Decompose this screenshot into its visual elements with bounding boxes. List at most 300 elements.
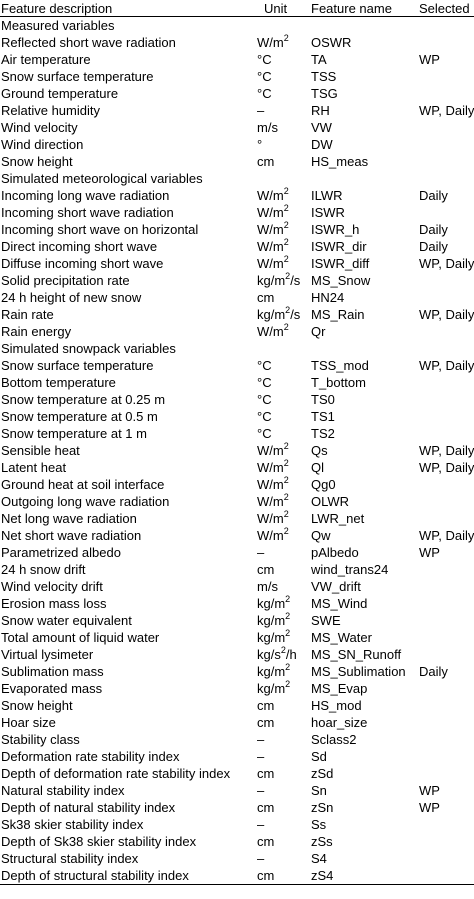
unit-base: W/m xyxy=(257,205,284,220)
selected-cell xyxy=(418,204,474,221)
selected-cell xyxy=(418,85,474,102)
feature-name-cell: Sd xyxy=(311,749,327,764)
feature-name-cell: zSs xyxy=(311,834,333,849)
unit-cell xyxy=(256,85,310,102)
unit-cell xyxy=(256,187,310,204)
table-row xyxy=(0,136,474,153)
table-row xyxy=(0,221,474,238)
unit-exponent: 2 xyxy=(283,185,289,196)
table-row xyxy=(0,544,474,561)
feature-description-cell: Air temperature xyxy=(1,52,91,67)
selected-cell xyxy=(418,850,474,867)
table-row xyxy=(0,765,474,782)
selected-cell xyxy=(418,714,474,731)
unit-base: cm xyxy=(257,800,275,815)
unit-base: cm xyxy=(257,715,275,730)
selected-cell: Daily xyxy=(419,188,448,203)
unit-exponent: 2 xyxy=(283,508,289,519)
feature-name-cell: MS_Wind xyxy=(311,596,368,611)
feature-name-cell: MS_Sublimation xyxy=(311,664,406,679)
selected-cell xyxy=(418,646,474,663)
feature-description-cell: Wind velocity xyxy=(1,120,78,135)
feature-description-cell: Diffuse incoming short wave xyxy=(1,256,164,271)
table-row xyxy=(0,731,474,748)
feature-description-cell: Sublimation mass xyxy=(1,664,104,679)
feature-description-cell: Incoming short wave on horizontal xyxy=(1,222,199,237)
feature-description-cell: Snow surface temperature xyxy=(1,358,154,373)
selected-cell xyxy=(418,425,474,442)
table-row xyxy=(0,612,474,629)
table-row xyxy=(0,850,474,867)
unit-base: cm xyxy=(257,698,275,713)
unit-base: kg/m xyxy=(257,307,286,322)
unit-base: kg/s xyxy=(257,647,281,662)
feature-name-cell: TSS xyxy=(311,69,337,84)
section-title: Simulated meteorological variables xyxy=(1,171,203,186)
feature-name-cell: MS_Rain xyxy=(311,307,365,322)
unit-base: – xyxy=(257,749,265,764)
feature-name-cell: pAlbedo xyxy=(311,545,359,560)
feature-description-cell: Snow height xyxy=(1,154,73,169)
unit-cell xyxy=(256,459,310,476)
selected-cell: Daily xyxy=(419,222,448,237)
selected-cell: WP, Daily xyxy=(419,256,474,271)
selected-cell xyxy=(418,272,474,289)
table-row xyxy=(0,34,474,51)
selected-cell xyxy=(418,578,474,595)
unit-cell xyxy=(256,544,310,561)
feature-description-cell: Incoming short wave radiation xyxy=(1,205,174,220)
feature-name-cell: zSd xyxy=(311,766,334,781)
unit-base: cm xyxy=(257,766,275,781)
unit-exponent: 2 xyxy=(285,593,291,604)
unit-base: cm xyxy=(257,562,275,577)
header-feature-description: Feature description xyxy=(0,0,256,17)
table-row xyxy=(0,578,474,595)
feature-description-cell: Sensible heat xyxy=(1,443,80,458)
unit-cell xyxy=(256,476,310,493)
selected-cell xyxy=(418,136,474,153)
selected-cell: WP, Daily xyxy=(419,103,474,118)
unit-cell xyxy=(256,238,310,255)
table-row xyxy=(0,119,474,136)
unit-base: W/m xyxy=(257,222,284,237)
feature-name-cell: HS_mod xyxy=(311,698,362,713)
table-row xyxy=(0,816,474,833)
feature-name-cell: TSG xyxy=(311,86,338,101)
selected-cell xyxy=(418,68,474,85)
feature-description-cell: Wind direction xyxy=(1,137,84,152)
feature-description-cell: 24 h snow drift xyxy=(1,562,86,577)
feature-name-cell: TSS_mod xyxy=(311,358,369,373)
unit-base: W/m xyxy=(257,256,284,271)
unit-cell xyxy=(256,221,310,238)
header-feature-name: Feature name xyxy=(310,0,418,17)
unit-base: m/s xyxy=(257,579,278,594)
unit-cell xyxy=(256,799,310,816)
table-row xyxy=(0,867,474,885)
feature-description-cell: Snow temperature at 1 m xyxy=(1,426,147,441)
unit-suffix: /h xyxy=(285,647,297,662)
selected-cell xyxy=(418,612,474,629)
unit-cell xyxy=(256,527,310,544)
table-row xyxy=(0,68,474,85)
table-row xyxy=(0,714,474,731)
feature-description-cell: Rain rate xyxy=(1,307,54,322)
unit-exponent: 2 xyxy=(283,525,289,536)
feature-description-cell: Solid precipitation rate xyxy=(1,273,130,288)
table-row xyxy=(0,833,474,850)
unit-suffix: /s xyxy=(290,307,301,322)
selected-cell: Daily xyxy=(419,664,448,679)
feature-description-cell: Deformation rate stability index xyxy=(1,749,180,764)
unit-exponent: 2 xyxy=(285,661,291,672)
feature-name-cell: MS_Water xyxy=(311,630,372,645)
unit-cell xyxy=(256,442,310,459)
table-row xyxy=(0,391,474,408)
selected-cell xyxy=(418,34,474,51)
selected-cell: WP, Daily xyxy=(419,443,474,458)
feature-description-cell: Net short wave radiation xyxy=(1,528,142,543)
selected-cell xyxy=(418,153,474,170)
unit-base: – xyxy=(257,851,265,866)
feature-name-cell: TS1 xyxy=(311,409,335,424)
feature-description-cell: Ground heat at soil interface xyxy=(1,477,165,492)
selected-cell xyxy=(418,289,474,306)
feature-name-cell: OLWR xyxy=(311,494,350,509)
selected-cell xyxy=(418,493,474,510)
unit-base: W/m xyxy=(257,460,284,475)
feature-description-cell: Hoar size xyxy=(1,715,56,730)
feature-name-cell: SWE xyxy=(311,613,341,628)
section-title: Simulated snowpack variables xyxy=(1,341,176,356)
unit-cell xyxy=(256,34,310,51)
feature-description-cell: Rain energy xyxy=(1,324,72,339)
feature-name-cell: Qs xyxy=(311,443,328,458)
selected-cell xyxy=(418,765,474,782)
unit-cell xyxy=(256,374,310,391)
unit-base: kg/m xyxy=(257,613,286,628)
selected-cell: WP xyxy=(419,800,440,815)
unit-exponent: 2 xyxy=(283,32,289,43)
feature-description-cell: Stability class xyxy=(1,732,80,747)
feature-name-cell: VW_drift xyxy=(311,579,361,594)
unit-base: W/m xyxy=(257,324,284,339)
table-row xyxy=(0,510,474,527)
unit-exponent: 2 xyxy=(283,321,289,332)
feature-name-cell: VW xyxy=(311,120,332,135)
unit-cell xyxy=(256,425,310,442)
selected-cell xyxy=(418,119,474,136)
unit-base: – xyxy=(257,545,265,560)
unit-base: kg/m xyxy=(257,596,286,611)
unit-base: °C xyxy=(257,375,272,390)
unit-exponent: 2 xyxy=(285,270,291,281)
feature-description-cell: Direct incoming short wave xyxy=(1,239,158,254)
selected-cell xyxy=(418,510,474,527)
selected-cell: WP, Daily xyxy=(419,307,474,322)
section-title: Measured variables xyxy=(1,18,115,33)
unit-base: W/m xyxy=(257,511,284,526)
unit-base: W/m xyxy=(257,477,284,492)
feature-name-cell: TS0 xyxy=(311,392,335,407)
unit-base: W/m xyxy=(257,443,284,458)
unit-base: °C xyxy=(257,392,272,407)
unit-cell xyxy=(256,595,310,612)
feature-description-cell: Outgoing long wave radiation xyxy=(1,494,170,509)
table-row xyxy=(0,697,474,714)
table-row xyxy=(0,85,474,102)
unit-cell xyxy=(256,833,310,850)
selected-cell xyxy=(418,476,474,493)
feature-name-cell: Sclass2 xyxy=(311,732,357,747)
unit-base: kg/m xyxy=(257,273,286,288)
selected-cell xyxy=(418,374,474,391)
table-row xyxy=(0,408,474,425)
table-header xyxy=(0,0,474,17)
feature-description-cell: Structural stability index xyxy=(1,851,139,866)
unit-exponent: 2 xyxy=(285,678,291,689)
selected-cell: WP, Daily xyxy=(419,528,474,543)
feature-description-cell: 24 h height of new snow xyxy=(1,290,142,305)
unit-cell xyxy=(256,493,310,510)
feature-name-cell: Qr xyxy=(311,324,326,339)
unit-exponent: 2 xyxy=(283,440,289,451)
unit-base: cm xyxy=(257,868,275,883)
unit-exponent: 2 xyxy=(283,474,289,485)
table-row xyxy=(0,646,474,663)
feature-description-cell: Snow surface temperature xyxy=(1,69,154,84)
feature-description-cell: Parametrized albedo xyxy=(1,545,121,560)
selected-cell xyxy=(418,731,474,748)
table-row xyxy=(0,272,474,289)
unit-exponent: 2 xyxy=(283,491,289,502)
selected-cell xyxy=(418,697,474,714)
selected-cell xyxy=(418,561,474,578)
selected-cell: WP xyxy=(419,545,440,560)
table-row xyxy=(0,527,474,544)
unit-cell xyxy=(256,153,310,170)
unit-cell xyxy=(256,782,310,799)
feature-name-cell: ISWR xyxy=(311,205,345,220)
feature-name-cell: MS_Evap xyxy=(311,681,368,696)
feature-name-cell: HS_meas xyxy=(311,154,369,169)
section-row xyxy=(0,170,474,187)
table-row xyxy=(0,323,474,340)
feature-name-cell: S4 xyxy=(311,851,327,866)
feature-description-cell: Sk38 skier stability index xyxy=(1,817,144,832)
unit-base: – xyxy=(257,732,265,747)
feature-description-cell: Latent heat xyxy=(1,460,67,475)
feature-name-cell: RH xyxy=(311,103,330,118)
unit-cell xyxy=(256,136,310,153)
selected-cell: WP, Daily xyxy=(419,460,474,475)
unit-cell xyxy=(256,255,310,272)
feature-name-cell: LWR_net xyxy=(311,511,365,526)
unit-base: °C xyxy=(257,52,272,67)
feature-name-cell: hoar_size xyxy=(311,715,368,730)
feature-description-cell: Virtual lysimeter xyxy=(1,647,94,662)
unit-cell xyxy=(256,867,310,885)
table-row xyxy=(0,799,474,816)
selected-cell xyxy=(418,629,474,646)
selected-cell: Daily xyxy=(419,239,448,254)
feature-name-cell: ISWR_h xyxy=(311,222,360,237)
feature-name-cell: DW xyxy=(311,137,333,152)
feature-name-cell: MS_Snow xyxy=(311,273,371,288)
unit-base: kg/m xyxy=(257,664,286,679)
feature-description-cell: Relative humidity xyxy=(1,103,100,118)
selected-cell xyxy=(418,408,474,425)
selected-cell xyxy=(418,680,474,697)
feature-name-cell: ISWR_dir xyxy=(311,239,367,254)
feature-name-cell: TS2 xyxy=(311,426,335,441)
unit-cell xyxy=(256,510,310,527)
feature-description-cell: Total amount of liquid water xyxy=(1,630,160,645)
table-row xyxy=(0,357,474,374)
table-row xyxy=(0,459,474,476)
unit-cell xyxy=(256,646,310,663)
unit-cell xyxy=(256,765,310,782)
table-row xyxy=(0,51,474,68)
feature-description-cell: Net long wave radiation xyxy=(1,511,137,526)
unit-cell xyxy=(256,561,310,578)
unit-exponent: 2 xyxy=(285,610,291,621)
feature-description-cell: Snow height xyxy=(1,698,73,713)
table-body xyxy=(0,17,474,885)
feature-name-cell: ISWR_diff xyxy=(311,256,370,271)
feature-description-cell: Depth of deformation rate stability index xyxy=(1,766,231,781)
feature-description-cell: Depth of Sk38 skier stability index xyxy=(1,834,197,849)
table-row xyxy=(0,238,474,255)
unit-base: kg/m xyxy=(257,681,286,696)
feature-name-cell: OSWR xyxy=(311,35,352,50)
selected-cell: WP, Daily xyxy=(419,358,474,373)
unit-cell xyxy=(256,357,310,374)
table-row xyxy=(0,153,474,170)
header-selected: Selected xyxy=(418,0,474,17)
selected-cell xyxy=(418,595,474,612)
unit-cell xyxy=(256,714,310,731)
header-row xyxy=(0,0,474,17)
unit-base: W/m xyxy=(257,494,284,509)
table-row xyxy=(0,680,474,697)
unit-cell xyxy=(256,306,310,323)
unit-base: m/s xyxy=(257,120,278,135)
header-unit: Unit xyxy=(256,0,310,17)
feature-name-cell: Ss xyxy=(311,817,327,832)
table-row xyxy=(0,442,474,459)
table-row xyxy=(0,561,474,578)
unit-exponent: 2 xyxy=(283,457,289,468)
unit-cell xyxy=(256,612,310,629)
unit-cell xyxy=(256,680,310,697)
unit-cell xyxy=(256,629,310,646)
unit-cell xyxy=(256,51,310,68)
unit-base: ° xyxy=(257,137,263,152)
unit-exponent: 2 xyxy=(285,304,291,315)
feature-name-cell: T_bottom xyxy=(311,375,366,390)
feature-name-cell: Sn xyxy=(311,783,327,798)
feature-description-cell: Ground temperature xyxy=(1,86,119,101)
unit-base: W/m xyxy=(257,35,284,50)
unit-cell xyxy=(256,578,310,595)
unit-base: W/m xyxy=(257,528,284,543)
unit-cell xyxy=(256,697,310,714)
feature-name-cell: zSn xyxy=(311,800,334,815)
feature-name-cell: TA xyxy=(311,52,327,67)
unit-base: °C xyxy=(257,426,272,441)
unit-cell xyxy=(256,731,310,748)
unit-exponent: 2 xyxy=(285,627,291,638)
selected-cell xyxy=(418,748,474,765)
unit-base: cm xyxy=(257,834,275,849)
unit-base: °C xyxy=(257,86,272,101)
unit-cell xyxy=(256,748,310,765)
table-row xyxy=(0,629,474,646)
unit-exponent: 2 xyxy=(283,219,289,230)
feature-name-cell: zS4 xyxy=(310,867,418,885)
unit-suffix: /s xyxy=(290,273,301,288)
feature-description-cell: Depth of natural stability index xyxy=(1,800,176,815)
feature-name-cell: ILWR xyxy=(311,188,343,203)
feature-description-cell: Snow water equivalent xyxy=(1,613,132,628)
feature-name-cell: wind_trans24 xyxy=(311,562,389,577)
table-row xyxy=(0,493,474,510)
table-row xyxy=(0,255,474,272)
unit-base: W/m xyxy=(257,188,284,203)
feature-description-cell: Wind velocity drift xyxy=(1,579,103,594)
feature-description-cell: Depth of structural stability index xyxy=(0,867,256,885)
feature-name-cell: Qw xyxy=(311,528,331,543)
table-row xyxy=(0,374,474,391)
selected-cell xyxy=(418,833,474,850)
unit-cell xyxy=(256,119,310,136)
feature-description-cell: Snow temperature at 0.5 m xyxy=(1,409,158,424)
unit-cell xyxy=(256,289,310,306)
unit-base: kg/m xyxy=(257,630,286,645)
feature-description-cell: Natural stability index xyxy=(1,783,125,798)
unit-base: cm xyxy=(257,154,275,169)
selected-cell: WP xyxy=(419,52,440,67)
unit-cell xyxy=(256,102,310,119)
unit-base: °C xyxy=(257,358,272,373)
feature-description-cell: Reflected short wave radiation xyxy=(1,35,176,50)
unit-cell xyxy=(256,272,310,289)
feature-description-cell: Incoming long wave radiation xyxy=(1,188,170,203)
unit-exponent: 2 xyxy=(283,236,289,247)
unit-cell xyxy=(256,663,310,680)
table-row xyxy=(0,595,474,612)
unit-exponent: 2 xyxy=(283,202,289,213)
feature-description-cell: Evaporated mass xyxy=(1,681,103,696)
table-row xyxy=(0,425,474,442)
feature-name-cell: HN24 xyxy=(311,290,345,305)
selected-cell xyxy=(418,391,474,408)
unit-cell xyxy=(256,816,310,833)
feature-name-cell: Ql xyxy=(311,460,324,475)
table-row xyxy=(0,204,474,221)
section-row xyxy=(0,17,474,35)
selected-cell xyxy=(418,867,474,885)
feature-description-cell: Bottom temperature xyxy=(1,375,116,390)
table-row xyxy=(0,289,474,306)
unit-base: cm xyxy=(257,290,275,305)
unit-base: W/m xyxy=(257,239,284,254)
feature-description-cell: Erosion mass loss xyxy=(1,596,107,611)
unit-cell xyxy=(256,68,310,85)
unit-exponent: 2 xyxy=(280,644,286,655)
